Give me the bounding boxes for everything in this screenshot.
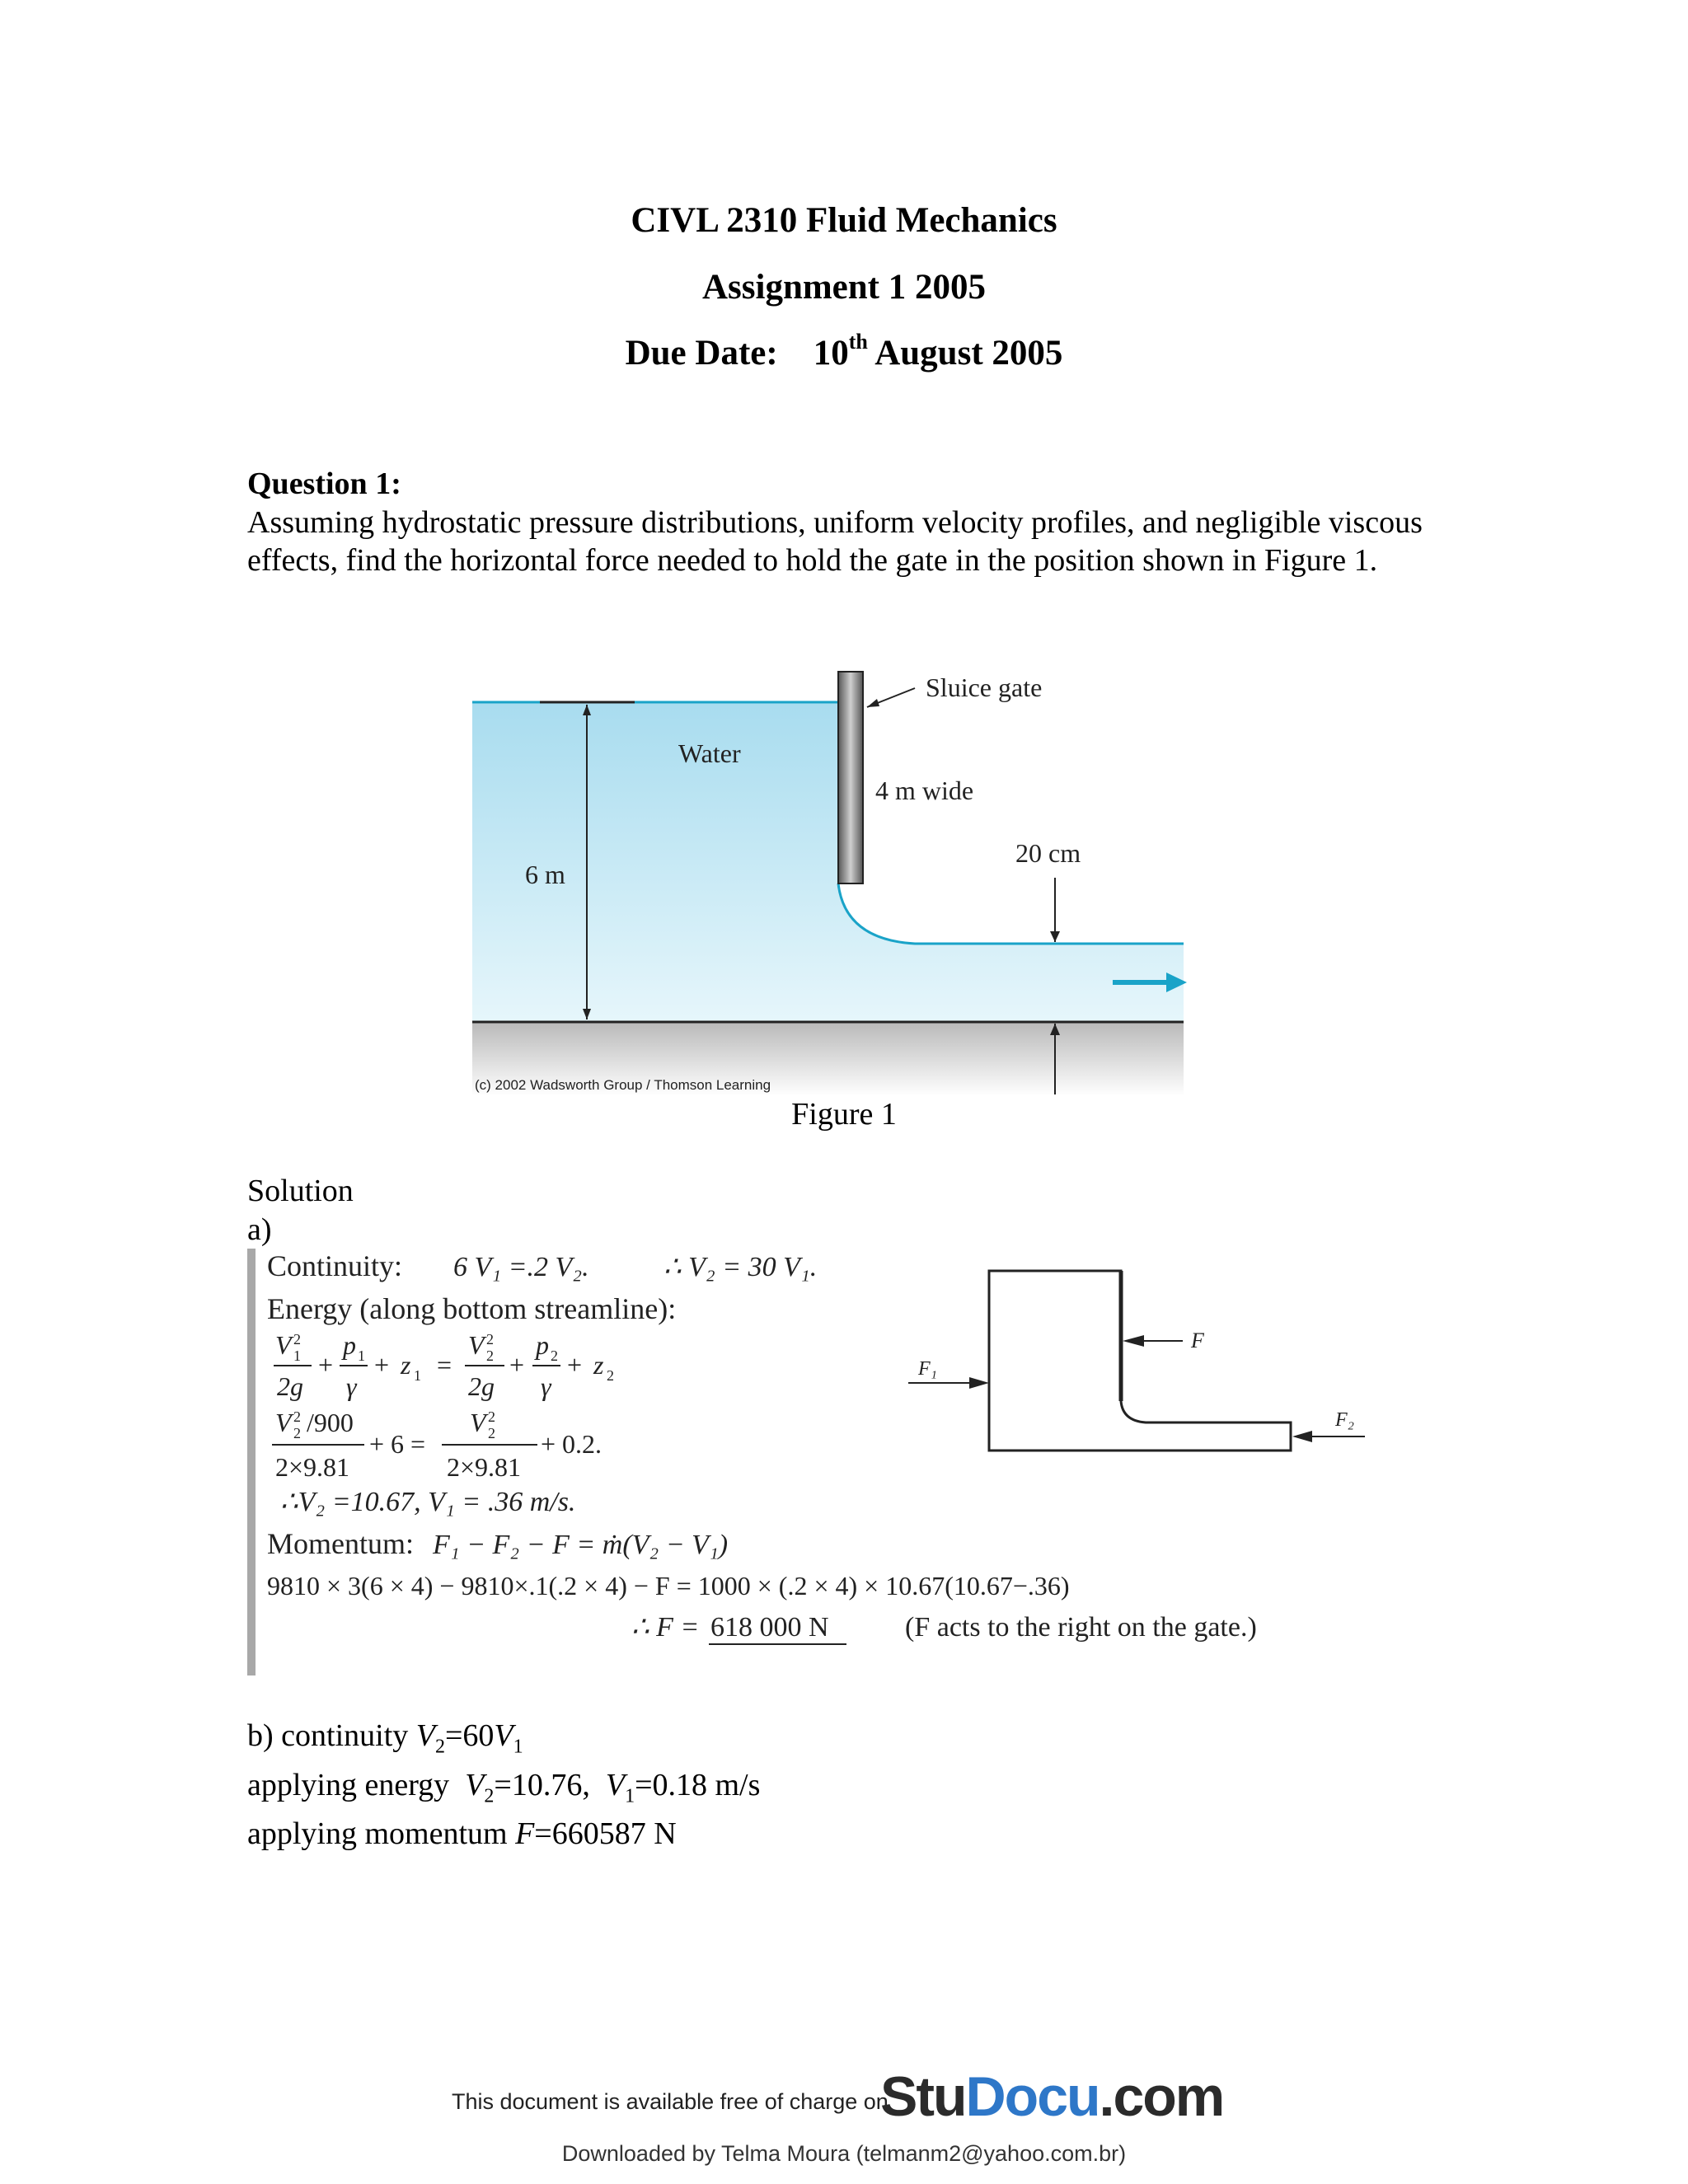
svg-text:+: + <box>318 1350 334 1380</box>
velocity-solution: ∴V₂ =10.67, V₁ = .36 m/s. <box>280 1487 576 1517</box>
depth-label: 6 m <box>525 860 565 889</box>
sluice-gate <box>838 672 863 883</box>
momentum-equation: F₁ − F₂ − F = ṁ(V₂ − V₁) <box>433 1530 729 1560</box>
footer-downloaded-by: Downloaded by Telma Moura (telmanm2@yahoo.com.br) <box>561 2141 1127 2166</box>
svg-text:2: 2 <box>293 1425 301 1441</box>
svg-text:2: 2 <box>488 1408 495 1425</box>
part-b-line1: b) continuity $V_2=60V_1$ <box>247 1718 523 1758</box>
outflow-label: 20 cm <box>1015 838 1081 868</box>
question-title: Question 1: <box>247 466 401 501</box>
free-body-diagram <box>898 1261 1368 1459</box>
svg-text:/900: /900 <box>307 1408 354 1437</box>
due-date <box>0 330 1688 373</box>
part-b <box>247 1717 760 1853</box>
svg-text:+: + <box>374 1350 390 1380</box>
svg-text:=: = <box>437 1350 452 1380</box>
due-label: Due Date: <box>625 334 778 373</box>
svg-text:V: V <box>468 1330 485 1360</box>
continuity-label: Continuity: <box>267 1249 403 1282</box>
part-a-label: a) <box>247 1212 272 1247</box>
footer-available-text: This document is available free of charge on <box>452 2089 889 2114</box>
svg-text:2×9.81: 2×9.81 <box>275 1452 350 1482</box>
answer-value: 618 000 N <box>710 1612 829 1643</box>
svg-text:z: z <box>401 1350 411 1380</box>
fbd-F1: F₁ <box>918 1358 938 1380</box>
bernoulli-equation <box>274 1330 614 1401</box>
svg-text:γ: γ <box>541 1371 551 1401</box>
numeric-equation: 9810 × 3(6 × 4) − 9810×.1(.2 × 4) − F = 1000 × (.2 × 4) × 10.67(10.67−.36) <box>267 1571 1070 1601</box>
continuity-eq2: ∴ V₂ = 30 V₁. <box>663 1252 818 1282</box>
figure-1-sluice-gate <box>470 668 1228 1100</box>
svg-text:2g: 2g <box>468 1371 495 1401</box>
svg-text:V: V <box>275 1330 292 1360</box>
fbd-F2: F₂ <box>1335 1409 1355 1431</box>
energy-title: Energy (along bottom streamline): <box>267 1292 677 1325</box>
continuity-eq1: 6 V₁ =.2 V₂. <box>453 1252 589 1282</box>
solution-title: Solution <box>247 1174 354 1208</box>
solution-part-a <box>247 1249 1360 1675</box>
svg-text:z: z <box>593 1350 604 1380</box>
svg-text:+ 6 =: + 6 = <box>369 1429 426 1459</box>
svg-text:+: + <box>567 1350 583 1380</box>
svg-text:γ: γ <box>346 1371 357 1401</box>
svg-text:2: 2 <box>488 1425 495 1441</box>
width-label: 4 m wide <box>875 776 974 805</box>
svg-text:2g: 2g <box>277 1371 303 1401</box>
question-body: Assuming hydrostatic pressure distributions, uniform velocity profiles, and negligible viscous effects, find the horizontal force needed to hold the gate in the position shown in Figure 1. <box>247 505 1423 578</box>
answer-note: (F acts to the right on the gate.) <box>905 1612 1257 1643</box>
gate-label: Sluice gate <box>926 673 1043 702</box>
part-b-line2: applying energy $V_2=10.76$, $V_1=0.18$ m/s <box>247 1767 761 1807</box>
svg-text:2: 2 <box>486 1331 494 1347</box>
fbd-F: F <box>1191 1329 1204 1352</box>
control-volume <box>989 1271 1291 1451</box>
svg-text:2: 2 <box>607 1367 614 1384</box>
svg-text:V: V <box>470 1408 486 1437</box>
answer-prefix: ∴ F = <box>631 1612 700 1643</box>
svg-text:1: 1 <box>358 1347 365 1364</box>
svg-text:2: 2 <box>293 1408 301 1425</box>
svg-text:1: 1 <box>414 1367 421 1384</box>
svg-text:V: V <box>275 1408 292 1437</box>
due-sup: th <box>848 330 868 354</box>
svg-text:+ 0.2.: + 0.2. <box>541 1429 603 1459</box>
svg-text:+: + <box>509 1350 525 1380</box>
svg-text:2: 2 <box>293 1331 301 1347</box>
assignment-title: Assignment 1 2005 <box>701 268 987 307</box>
svg-text:1: 1 <box>293 1347 301 1364</box>
jet-surface <box>838 883 1184 944</box>
figure-credit: (c) 2002 Wadsworth Group / Thomson Learning <box>475 1077 771 1093</box>
svg-text:p: p <box>343 1330 356 1360</box>
due-rest: August 2005 <box>874 334 1063 373</box>
figure-1-caption: Figure 1 <box>791 1097 897 1132</box>
energy-substitution <box>272 1408 602 1482</box>
part-b-line3: applying momentum F=660587 N <box>247 1816 677 1852</box>
momentum-label: Momentum: <box>267 1527 414 1560</box>
svg-text:2: 2 <box>486 1347 494 1364</box>
svg-text:2×9.81: 2×9.81 <box>447 1452 522 1482</box>
svg-text:p: p <box>536 1330 549 1360</box>
studocu-logo[interactable]: StuDocu.com <box>880 2065 1224 2128</box>
due-day: 10 <box>813 334 849 373</box>
course-title: CIVL 2310 Fluid Mechanics <box>631 201 1057 240</box>
water-label: Water <box>678 738 741 768</box>
svg-text:2: 2 <box>551 1347 558 1364</box>
